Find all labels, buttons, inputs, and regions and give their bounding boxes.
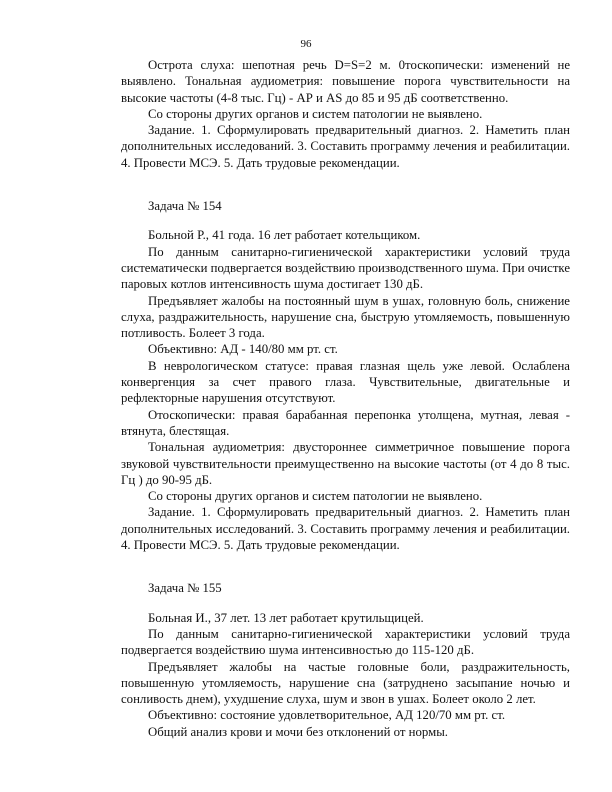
paragraph: Острота слуха: шепотная речь D=S=2 м. 0тоскопически: изменений не выявлено. Тональная аудиометрия: повышение порога чувствительности на высокие частоты (4-8 тыс. Гц) - АР и AS до 85 и 95 дБ соответственно. xyxy=(121,58,570,105)
paragraph: Больной Р., 41 года. 16 лет работает котельщиком. xyxy=(148,228,421,243)
paragraph: Тональная аудиометрия: двустороннее симметричное повышение порога звуковой чувствительности преимущественно на высокие частоты (от 4 до 8 тыс. Гц ) до 90-95 дБ. xyxy=(121,440,570,487)
document-body xyxy=(121,57,570,740)
paragraph: Объективно: состояние удовлетворительное, АД 120/70 мм рт. ст. xyxy=(148,708,506,723)
paragraph: Со стороны других органов и систем патологии не выявлено. xyxy=(148,106,483,121)
paragraph: Предъявляет жалобы на постоянный шум в ушах, головную боль, снижение слуха, раздражительность, нарушение сна, быструю утомляемость, повышенную потливость. Болеет 3 года. xyxy=(121,293,570,341)
task-heading: Задача № 154 xyxy=(148,199,222,214)
paragraph: Предъявляет жалобы на частые головные боли, раздражительность, повышенную утомляемость, нарушение сна (затруднено засыпание ночью и сонливость днем), ухудшение слуха, шум и звон в ушах. Болеет около 2 лет. xyxy=(121,659,570,707)
paragraph: Задание. 1. Сформулировать предварительный диагноз. 2. Наметить план дополнительных исследований. 3. Составить программу лечения и реабилитации. 4. Провести МСЭ. 5. Дать трудовые рекомендации. xyxy=(121,123,570,170)
paragraph: Со стороны других органов и систем патологии не выявлено. xyxy=(148,489,483,504)
paragraph: Общий анализ крови и мочи без отклонений от нормы. xyxy=(148,724,449,739)
paragraph: Задание. 1. Сформулировать предварительный диагноз. 2. Наметить план дополнительных исследований. 3. Составить программу лечения и реабилитации. 4. Провести МСЭ. 5. Дать трудовые рекомендации. xyxy=(121,505,570,553)
paragraph: Больная И., 37 лет. 13 лет работает крутильщицей. xyxy=(148,610,424,625)
paragraph: По данным санитарно-гигиенической характеристики условий труда систематически подвергается воздействию производственного шума. При очистке паровых котлов интенсивность шума достигает 130 дБ. xyxy=(121,244,571,292)
paragraph: Отоскопически: правая барабанная перепонка утолщена, мутная, левая - втянута, блестящая. xyxy=(121,407,570,438)
paragraph: Объективно: АД - 140/80 мм рт. ст. xyxy=(148,342,338,357)
paragraph: В неврологическом статусе: правая глазная щель уже левой. Ослаблена конвергенция за счет правого глаза. Чувствительные, двигательные и рефлекторные нарушения отсутствуют. xyxy=(121,358,570,406)
task-heading: Задача № 155 xyxy=(148,581,222,596)
paragraph: По данным санитарно-гигиенической характеристики условий труда подвергается воздействию шума интенсивностью до 115-120 дБ. xyxy=(121,626,570,658)
page-number: 96 xyxy=(300,38,312,50)
